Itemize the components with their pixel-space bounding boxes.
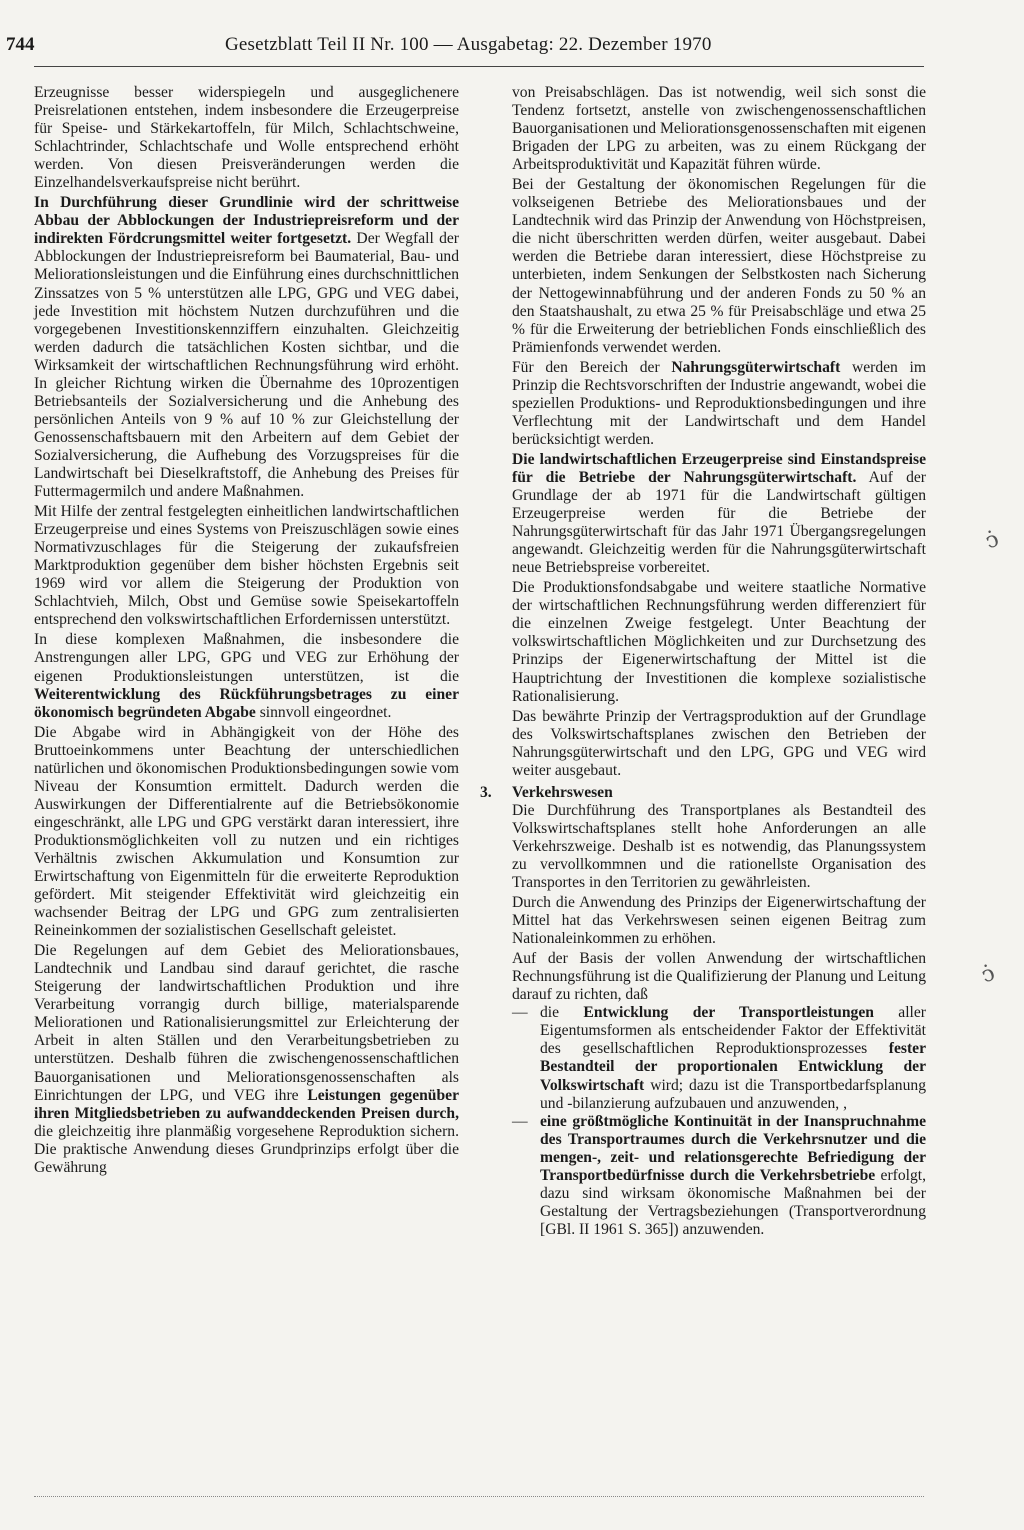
dash-list (512, 1004, 926, 1239)
paragraph: Die Produktionsfondsabgabe und weitere staatliche Normative der wirtschaftlichen Rechnungsführung werden differenziert für die einzelnen Zweige festgelegt. Unter Beachtung der volkswirtschaftlichen Möglichkeiten und zur Durchsetzung des Prinzips der Eigenerwirtschaftung der Mittel ist die Hauptrichtung der Investitionen die komplexe sozialistische Rationalisierung. (512, 579, 926, 705)
paragraph: Auf der Basis der vollen Anwendung der wirtschaftlichen Rechnungsführung ist die Qualifizierung der Planung und Leitung darauf zu richten, daß (512, 950, 926, 1004)
text: werden im Prinzip die Rechtsvorschriften der Industrie angewandt, wobei die speziellen Produktions- und Reproduktionsbedingungen und ihre Verflechtung mit der Landwirtschaft und dem Handel berücksichtigt werden. (512, 358, 926, 448)
bold-text: Entwicklung der Transportleistungen (583, 1004, 874, 1022)
bold-text: Die landwirtschaftlichen Erzeugerpreise sind Einstandspreise für die Betriebe der Nahrungsgüterwirtschaft. (512, 450, 926, 486)
margin-pencil-mark: ↄ̇ (982, 526, 1003, 555)
text: wird; dazu ist die Transportbedarfsplanung und -bilanzierung aufzubauen und anzuwenden, , (540, 1076, 926, 1112)
paragraph: Erzeugnisse besser widerspiegeln und ausgeglichenere Preisrelationen entstehen, indem insbesondere die Erzeugerpreise für Speise- und Stärkekartoffeln, für Milch, Schlachtschweine, Schlachtrinder, Schlachtschafe und Wolle entsprechend erhöht werden. Von diesen Preisveränderungen werden die Einzelhandelsverkaufspreise nicht berührt. (34, 84, 459, 192)
scan-edge-line (34, 1496, 924, 1498)
text: Für den Bereich der (512, 358, 672, 376)
bold-text: Weiterentwicklung des Rückführungsbetrages zu einer ökonomisch begründeten Abgabe (34, 685, 459, 721)
bold-text: In Durchführung dieser Grundlinie wird der schrittweise Abbau der Abblockungen der Industriepreisreform und der indirekten Fördcrungsmittel weiter fortgesetzt. (34, 194, 459, 248)
text: erfolgt, dazu sind wirksam ökonomische Maßnahmen bei der Gestaltung der Vertragsbeziehungen (Transportverordnung [GBl. II 1961 S. 365]) anzuwenden. (540, 1166, 926, 1238)
paragraph (512, 359, 926, 449)
paragraph: Mit Hilfe der zentral festgelegten einheitlichen landwirtschaftlichen Erzeugerpreise und eines Systems von Preiszuschlägen sowie eines Normativzuschlages für die Steigerung der zukaufsfreien Marktproduktion gegenüber dem bisher höchsten Ergebnis seit 1969 wird vor allem die Steigerung der Produktion von Schlachtvieh, Milch, Obst und Gemüse sowie Speisekartoffeln entsprechend den volkswirtschaftlichen Erfordernissen unterstützt. (34, 503, 459, 629)
page-header (0, 34, 1024, 64)
bold-text: fester Bestandteil der proportionalen Entwicklung der Volkswirtschaft (540, 1040, 926, 1094)
paragraph: Die Abgabe wird in Abhängigkeit von der Höhe des Bruttoeinkommens unter Beachtung der unterschiedlichen natürlichen und ökonomischen Produktionsbedingungen sowie vom Niveau der Konsumtion ermittelt. Dadurch werden die Auswirkungen der Differentialrente auf die Betriebsökonomie eingeschränkt, alle LPG und GPG verstärkt daran interessiert, ihre Produktionsmöglichkeiten voll zu nutzen und ein richtiges Verhältnis zwischen Akkumulation und Konsumtion zur Erwirtschaftung von Eigenmitteln für die erweiterte Reproduktion gefördert. Mit steigender Effektivität wird gleichzeitig ein wachsender Beitrag der LPG und GPG zum zentralisierten Reineinkommen der sozialistischen Gesellschaft geleistet. (34, 723, 459, 940)
paragraph: Das bewährte Prinzip der Vertragsproduktion auf der Grundlage des Volkswirtschaftsplanes zwischen den Betrieben der Nahrungsgüterwirtschaft und den LPG, GPG und VEG wird weiter ausgebaut. (512, 707, 926, 779)
paragraph (512, 451, 926, 577)
paragraph: Durch die Anwendung des Prinzips der Eigenerwirtschaftung der Mittel hat das Verkehrswesen seinen eigenen Beitrag zum Nationaleinkommen zu erhöhen. (512, 894, 926, 948)
text: die (540, 1004, 584, 1022)
text: sinnvoll eingeordnet. (255, 703, 392, 721)
paragraph: Die Durchführung des Transportplanes als Bestandteil des Volkswirtschaftsplanes stellt hohe Anforderungen an alle Verkehrszweige. Deshalb ist es notwendig, das Planungssystem zu vervollkommnen und die rationellste Organisation des Transportes in den Territorien zu gewährleisten. (512, 801, 926, 892)
bold-text: eine größtmögliche Kontinuität in der Inanspruchnahme des Transportraumes durch die Verkehrsnutzer und die mengen-, zeit- und relationsgerechte Befriedigung der Transportbedürfnisse durch die Verkehrsbetriebe (540, 1112, 926, 1184)
text: aller Eigentumsformen als entscheidender Faktor der Effektivität des gesellschaftlichen Reproduktionsprozesses (540, 1004, 926, 1058)
section-number: 3. (480, 783, 492, 801)
text: Der Wegfall der Abblockungen der Industriepreisreform bei Baumaterial, Bau- und Meliorationsleistungen und die Einführung eines durchschnittlichen Zinssatzes von 5 % unterstützen alle LPG, GPG und VEG dabei, jede Investition mit höchstem Nutzen durchzuführen und die vorgegebenen Investitionskennziffern einzuhalten. Gleichzeitig werden dadurch die tatsächlichen Kosten sichtbar, und die Wirksamkeit der wirtschaftlichen Rechnungsführung wird erhöht. In gleicher Richtung wirken die Übernahme des 10prozentigen Betriebsanteils der Sozialversicherung und die Anhebung des persönlichen Anteils von 9 % auf 10 % zur Gleichstellung der Genossenschaftsbauern mit den Arbeitern auf dem Gebiet der Sozialversicherung, die Aufhebung des Vorzugspreises für die Landwirtschaft bei Dieselkraftstoff, die Anhebung des Preises für Futtermagermilch und andere Maßnahmen. (34, 230, 459, 501)
page-number: 744 (6, 34, 35, 55)
running-head: Gesetzblatt Teil II Nr. 100 — Ausgabetag: 22. Dezember 1970 (225, 34, 712, 55)
section-heading (480, 783, 926, 802)
paragraph: Bei der Gestaltung der ökonomischen Regelungen für die volkseigenen Betriebe des Meliorationsbaues und der Landtechnik wird das Prinzip der Anwendung von Höchstpreisen, die nicht überschritten werden dürfen, weiter ausgebaut. Dabei werden die Betriebe daran interessiert, diese Höchstpreise zu unterbieten, indem Senkungen der Selbstkosten nach Sicherung der Nettogewinnabführung und der anderen Fonds zu 50 % an den Staatshaushalt, zu etwa 25 % für Preisabschläge und etwa 25 % für die Erweiterung der betrieblichen Fonds einschließlich des Prämienfonds verwendet werden. (512, 176, 926, 356)
margin-pencil-mark: ↄ̇ (978, 960, 999, 989)
text: Die Regelungen auf dem Gebiet des Meliorationsbaues, Landtechnik und Landbau sind darauf gerichtet, die rasche Steigerung der landwirtschaftlichen Produktion und ihre Verarbeitung vorrangig durch billige, materialsparende Meliorationen und Rationalisierungsmittel zur Erleichterung der Arbeit in alten Ställen und den Verarbeitungsbetrieben zu unterstützen. Deshalb führen die zwischengenossenschaftlichen Bauorganisationen und Meliorationsgenossenschaften als Einrichtungen der LPG, und VEG ihre (34, 942, 459, 1104)
text: Auf der Grundlage der ab 1971 für die Landwirtschaft gültigen Erzeugerpreise werden für die Betriebe der Nahrungsgüterwirtschaft für das Jahr 1971 Übergangsregelungen angewandt. Gleichzeitig werden für die Nahrungsgüterwirtschaft neue Betriebspreise vorbereitet. (512, 468, 926, 577)
left-column (34, 84, 459, 1177)
paragraph (34, 942, 459, 1177)
paragraph (34, 194, 459, 501)
list-item (512, 1004, 926, 1112)
text: die gleichzeitig ihre planmäßig vorgesehene Reproduktion sichern. Die praktische Anwendung dieses Grundprinzips erfolgt über die Gewährung (34, 1122, 459, 1176)
paragraph: von Preisabschlägen. Das ist notwendig, weil sich sonst die Tendenz fortsetzt, anstelle von zwischengenossenschaftlichen Bauorganisationen und Meliorationsgenossenschaften mit eigenen Brigaden der LPG zu arbeiten, was zu einem Rückgang der Arbeitsproduktivität und Kapazität führen würde. (512, 84, 926, 174)
list-item (512, 1113, 926, 1239)
text: In diese komplexen Maßnahmen, die insbesondere die Anstrengungen aller LPG, GPG und VEG zur Erhöhung der eigenen Produktionsleistungen unterstützen, ist die (34, 631, 459, 685)
right-column (480, 84, 926, 1239)
bold-text: Nahrungsgüterwirtschaft (671, 358, 841, 376)
section-title: Verkehrswesen (512, 783, 613, 801)
bold-text: Leistungen gegenüber ihren Mitgliedsbetrieben zu aufwanddeckenden Preisen durch, (34, 1086, 459, 1122)
paragraph (34, 631, 459, 721)
header-rule (34, 66, 924, 67)
